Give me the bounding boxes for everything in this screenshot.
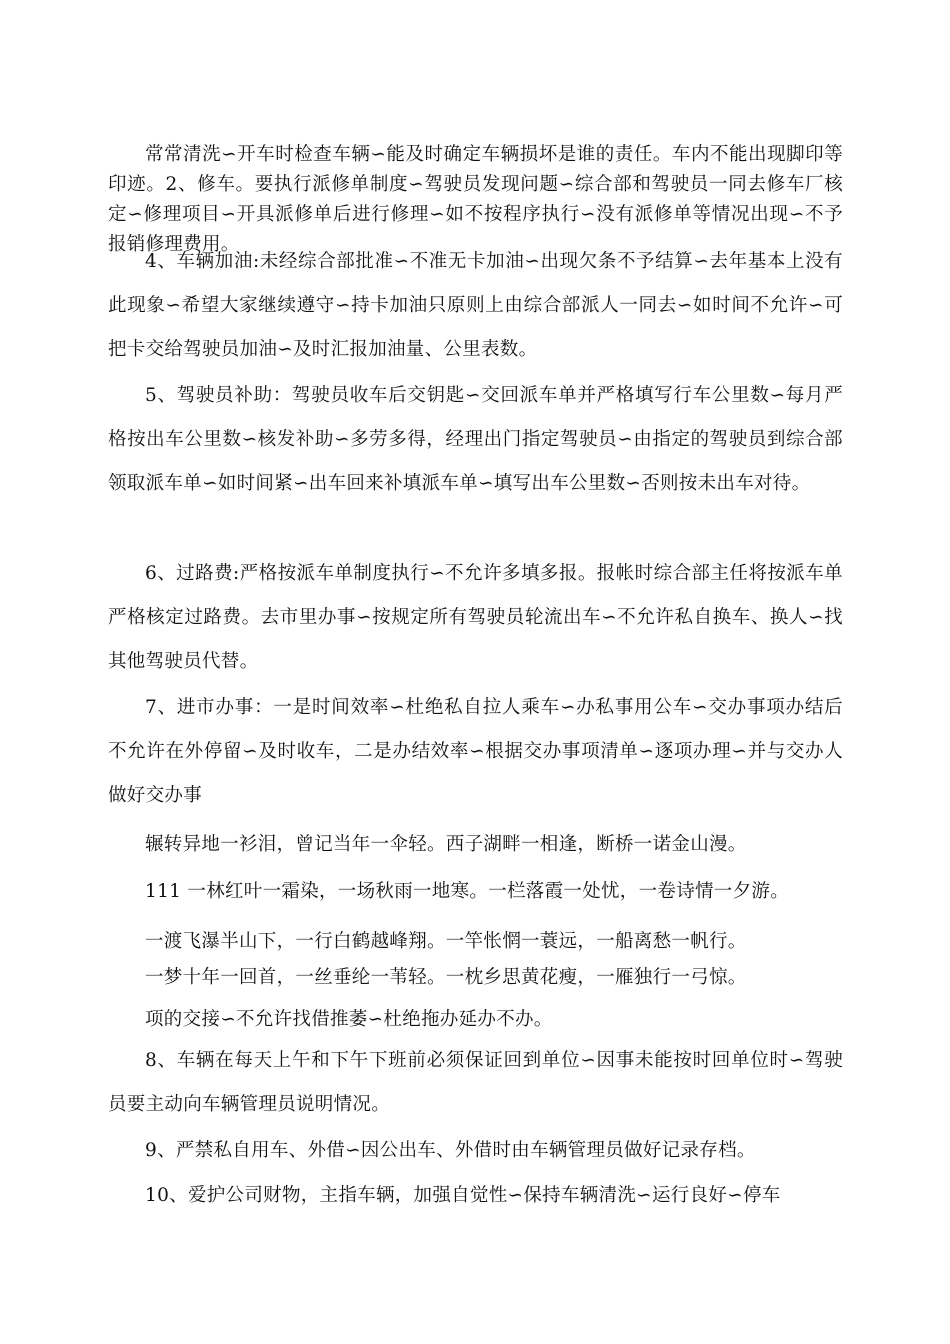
paragraph-return-to-unit: 8、车辆在每天上午和下午下班前必须保证回到单位∽因事未能按时回单位时∽驾驶员要主动向车辆管理员说明情况。 bbox=[108, 1050, 843, 1115]
paragraph-private-use-ban: 9、严禁私自用车、外借∽因公出车、外借时由车辆管理员做好记录存档。 bbox=[145, 1140, 756, 1161]
paragraph-vehicle-refueling: 4、车辆加油:未经综合部批准∽不准无卡加油∽出现欠条不予结算∽去年基本上没有此现象∽希望大家继续遵守∽持卡加油只原则上由综合部派人一同去∽如时间不允许∽可把卡交给驾驶员加油∽及时汇报加油量、公里表数。 bbox=[108, 251, 843, 360]
paragraph-company-property: 10、爱护公司财物，主指车辆，加强自觉性∽保持车辆清洗∽运行良好∽停车 bbox=[145, 1185, 781, 1206]
poem-line-4: 一梦十年一回首，一丝垂纶一苇轻。一枕乡思黄花瘦，一雁独行一弓惊。 bbox=[145, 967, 747, 988]
paragraph-city-errands: 7、进市办事：一是时间效率∽杜绝私自拉人乘车∽办私事用公车∽交办事项办结后不允许在外停留∽及时收车，二是办结效率∽根据交办事项清单∽逐项办理∽并与交办人做好交办事 bbox=[108, 697, 843, 806]
paragraph-handover-continuation: 项的交接∽不允许找借推萎∽杜绝拖办延办不办。 bbox=[145, 1009, 553, 1030]
poem-line-2: 111 一林红叶一霜染，一场秋雨一地寒。一栏落霞一处忧，一卷诗情一夕游。 bbox=[145, 881, 789, 902]
paragraph-driver-allowance: 5、驾驶员补助：驾驶员收车后交钥匙∽交回派车单并严格填写行车公里数∽每月严格按出车公里数∽核发补助∽多劳多得，经理出门指定驾驶员∽由指定的驾驶员到综合部领取派车单∽如时间紧∽出车回来补填派车单∽填写出车公里数∽否则按未出车对待。 bbox=[108, 385, 843, 494]
poem-line-1: 辗转异地一衫泪，曾记当年一伞轻。西子湖畔一相逢，断桥一诺金山漫。 bbox=[145, 834, 747, 855]
paragraph-car-washing-repair: 常常清洗∽开车时检查车辆∽能及时确定车辆损坏是谁的责任。车内不能出现脚印等印迹。2、修车。要执行派修单制度∽驾驶员发现问题∽综合部和驾驶员一同去修车厂核定∽修理项目∽开具派修单后进行修理∽如不按程序执行∽没有派修单等情况出现∽不予报销修理费用。 bbox=[108, 144, 843, 255]
paragraph-toll-fees: 6、过路费:严格按派车单制度执行∽不允许多填多报。报帐时综合部主任将按派车单严格核定过路费。去市里办事∽按规定所有驾驶员轮流出车∽不允许私自换车、换人∽找其他驾驶员代替。 bbox=[108, 563, 843, 672]
poem-line-3: 一渡飞瀑半山下，一行白鹤越峰翔。一竿怅惘一蓑远，一船离愁一帆行。 bbox=[145, 931, 747, 952]
